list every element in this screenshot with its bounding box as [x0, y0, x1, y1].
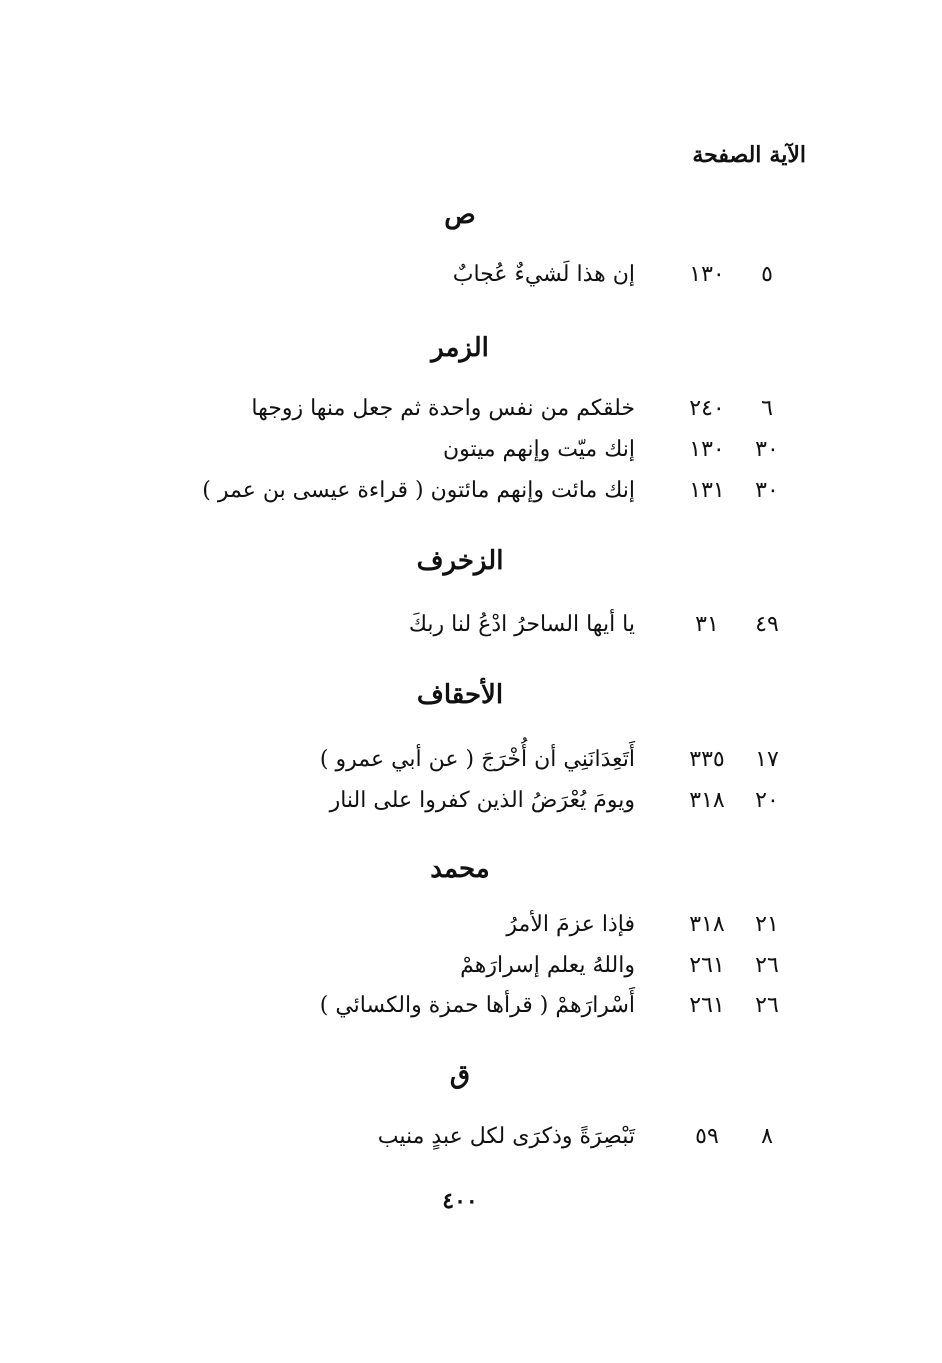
index-entry: [0, 953, 942, 989]
index-entry: [0, 262, 942, 298]
index-entry: [0, 437, 942, 473]
index-entry: [0, 788, 942, 824]
ayah-number: ٣٠: [755, 478, 779, 503]
verse-text: إنك مائت وإنهم مائتون ( قراءة عيسى بن عمر ): [202, 478, 635, 503]
ayah-number: ٢٠: [755, 788, 779, 813]
index-entry: [0, 1124, 942, 1160]
verse-text: ويومَ يُعْرَضُ الذين كفروا على النار: [329, 788, 635, 813]
verse-text: خلقكم من نفس واحدة ثم جعل منها زوجها: [251, 396, 635, 421]
index-entry: [0, 478, 942, 514]
ayah-number: ٦: [761, 396, 773, 421]
page-reference: ١٣٠: [689, 437, 725, 462]
verse-text: تَبْصِرَةً وذكرَى لكل عبدٍ منيب: [377, 1124, 635, 1149]
verse-text: يا أيها الساحرُ ادْعُ لنا ربكَ: [408, 612, 635, 637]
verse-text: إنك ميّت وإنهم ميتون: [442, 437, 635, 462]
page-reference: ٣١٨: [689, 788, 725, 813]
page-reference: ٣٣٥: [689, 747, 725, 772]
surah-title: ص: [444, 200, 476, 230]
surah-title: ق: [449, 1060, 471, 1090]
index-entry: [0, 396, 942, 432]
verse-text: واللهُ يعلم إسرارَهمْ: [460, 953, 635, 978]
verse-text: إن هذا لَشيءٌ عُجابٌ: [452, 262, 635, 287]
index-entry: [0, 612, 942, 648]
page-number: ٤٠٠: [442, 1188, 478, 1214]
surah-title: الزمر: [431, 333, 489, 363]
verse-text: فإذا عزمَ الأمرُ: [506, 912, 635, 937]
page-column-label: الصفحة: [692, 142, 762, 168]
verse-text: أَسْرارَهمْ ( قرأها حمزة والكسائي ): [319, 993, 635, 1018]
page-reference: ١٣٠: [689, 262, 725, 287]
page-reference: ٣١: [695, 612, 719, 637]
verse-text: أَتَعِدَانَنِي أن أُخْرَجَ ( عن أبي عمرو ): [319, 747, 635, 772]
surah-title: محمد: [430, 854, 490, 884]
ayah-column-label: الآية: [769, 142, 806, 168]
page-reference: ١٣١: [689, 478, 725, 503]
page-reference: ٢٦١: [689, 953, 725, 978]
page-reference: ٢٤٠: [689, 396, 725, 421]
page-reference: ٥٩: [695, 1124, 719, 1149]
surah-title: الأحقاف: [416, 680, 504, 710]
page-reference: ٢٦١: [689, 993, 725, 1018]
ayah-number: ٤٩: [755, 612, 779, 637]
ayah-number: ٢١: [755, 912, 779, 937]
ayah-number: ٥: [761, 262, 773, 287]
column-header: [684, 142, 806, 168]
ayah-number: ١٧: [755, 747, 779, 772]
surah-title: الزخرف: [416, 546, 504, 576]
index-entry: [0, 993, 942, 1029]
index-entry: [0, 912, 942, 948]
ayah-number: ٨: [761, 1124, 773, 1149]
ayah-number: ٢٦: [755, 993, 779, 1018]
ayah-number: ٣٠: [755, 437, 779, 462]
ayah-number: ٢٦: [755, 953, 779, 978]
page-reference: ٣١٨: [689, 912, 725, 937]
index-entry: [0, 747, 942, 783]
